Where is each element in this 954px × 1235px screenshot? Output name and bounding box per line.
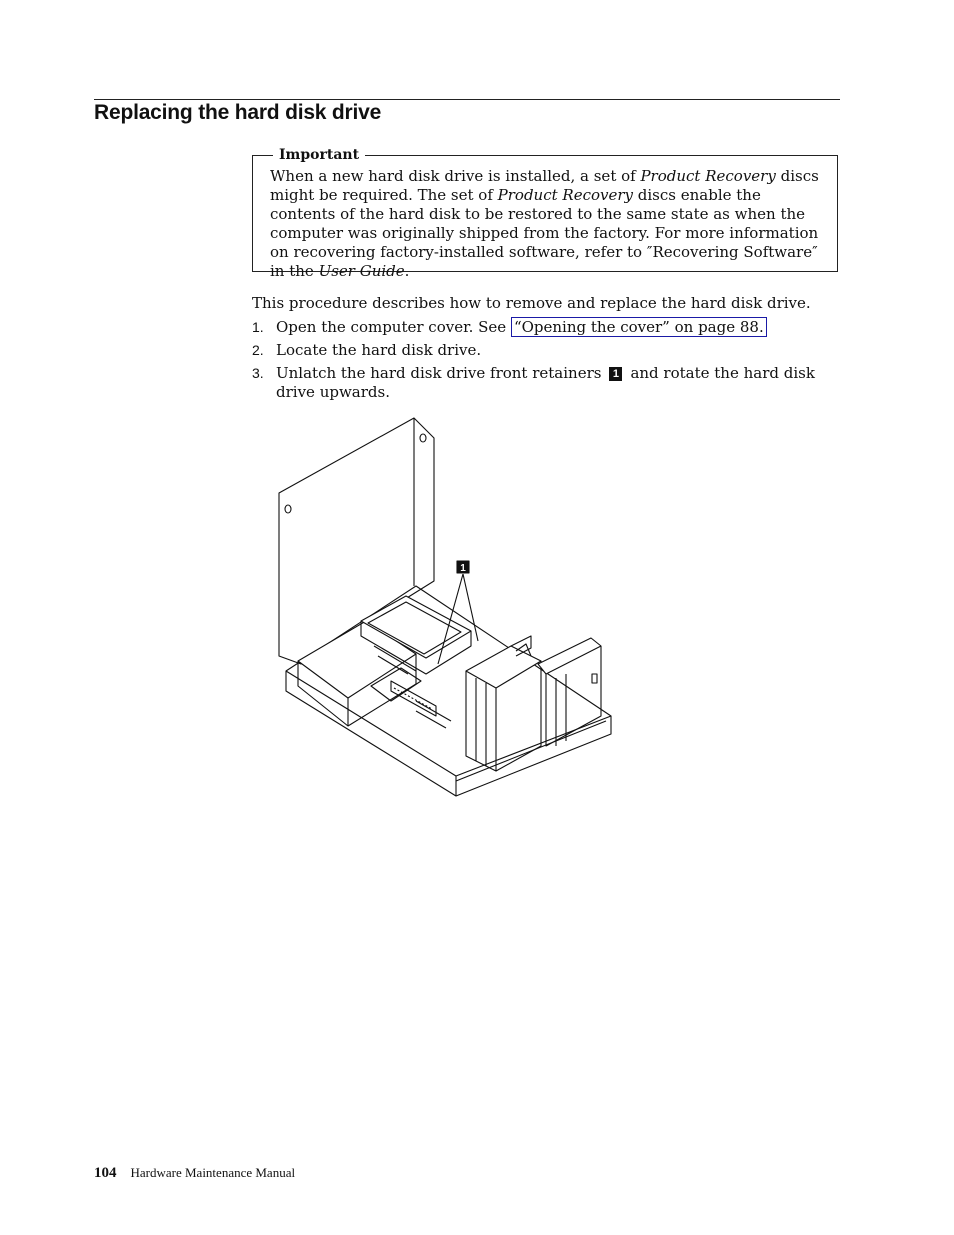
heading-rule <box>94 99 840 100</box>
step-3: 3. Unlatch the hard disk drive front retainers 1 and rotate the hard disk drive upwards. <box>252 364 815 401</box>
procedure-steps <box>252 318 842 406</box>
opening-cover-link[interactable]: “Opening the cover” on page 88. <box>511 317 767 337</box>
callout-badge: 1 <box>609 367 622 381</box>
manual-title: Hardware Maintenance Manual <box>130 1165 296 1180</box>
important-box <box>252 147 838 280</box>
intro-paragraph: This procedure describes how to remove and replace the hard disk drive. <box>252 294 811 312</box>
page-number: 104 <box>94 1165 117 1181</box>
step-number: 2. <box>252 342 264 358</box>
hard-drive-illustration <box>276 416 616 801</box>
important-label: Important <box>273 147 365 163</box>
page-title: Replacing the hard disk drive <box>94 101 382 124</box>
step-number: 1. <box>252 319 264 335</box>
step-1: 1. Open the computer cover. See “Opening the cover” on page 88. <box>252 318 842 337</box>
important-text: When a new hard disk drive is installed, a set of Product Recovery discs might be required. The set of Product Recovery discs enable the contents of the hard disk to be restored to the same state as when the computer was originally shipped from the factory. For more information on recovering factory-installed software, refer to ″Recovering Software″ in the User Guide. <box>270 167 819 280</box>
page-footer <box>94 1163 295 1182</box>
figure-callout: 1 <box>460 563 466 574</box>
step-number: 3. <box>252 365 264 381</box>
step-2: 2. Locate the hard disk drive. <box>252 341 482 359</box>
